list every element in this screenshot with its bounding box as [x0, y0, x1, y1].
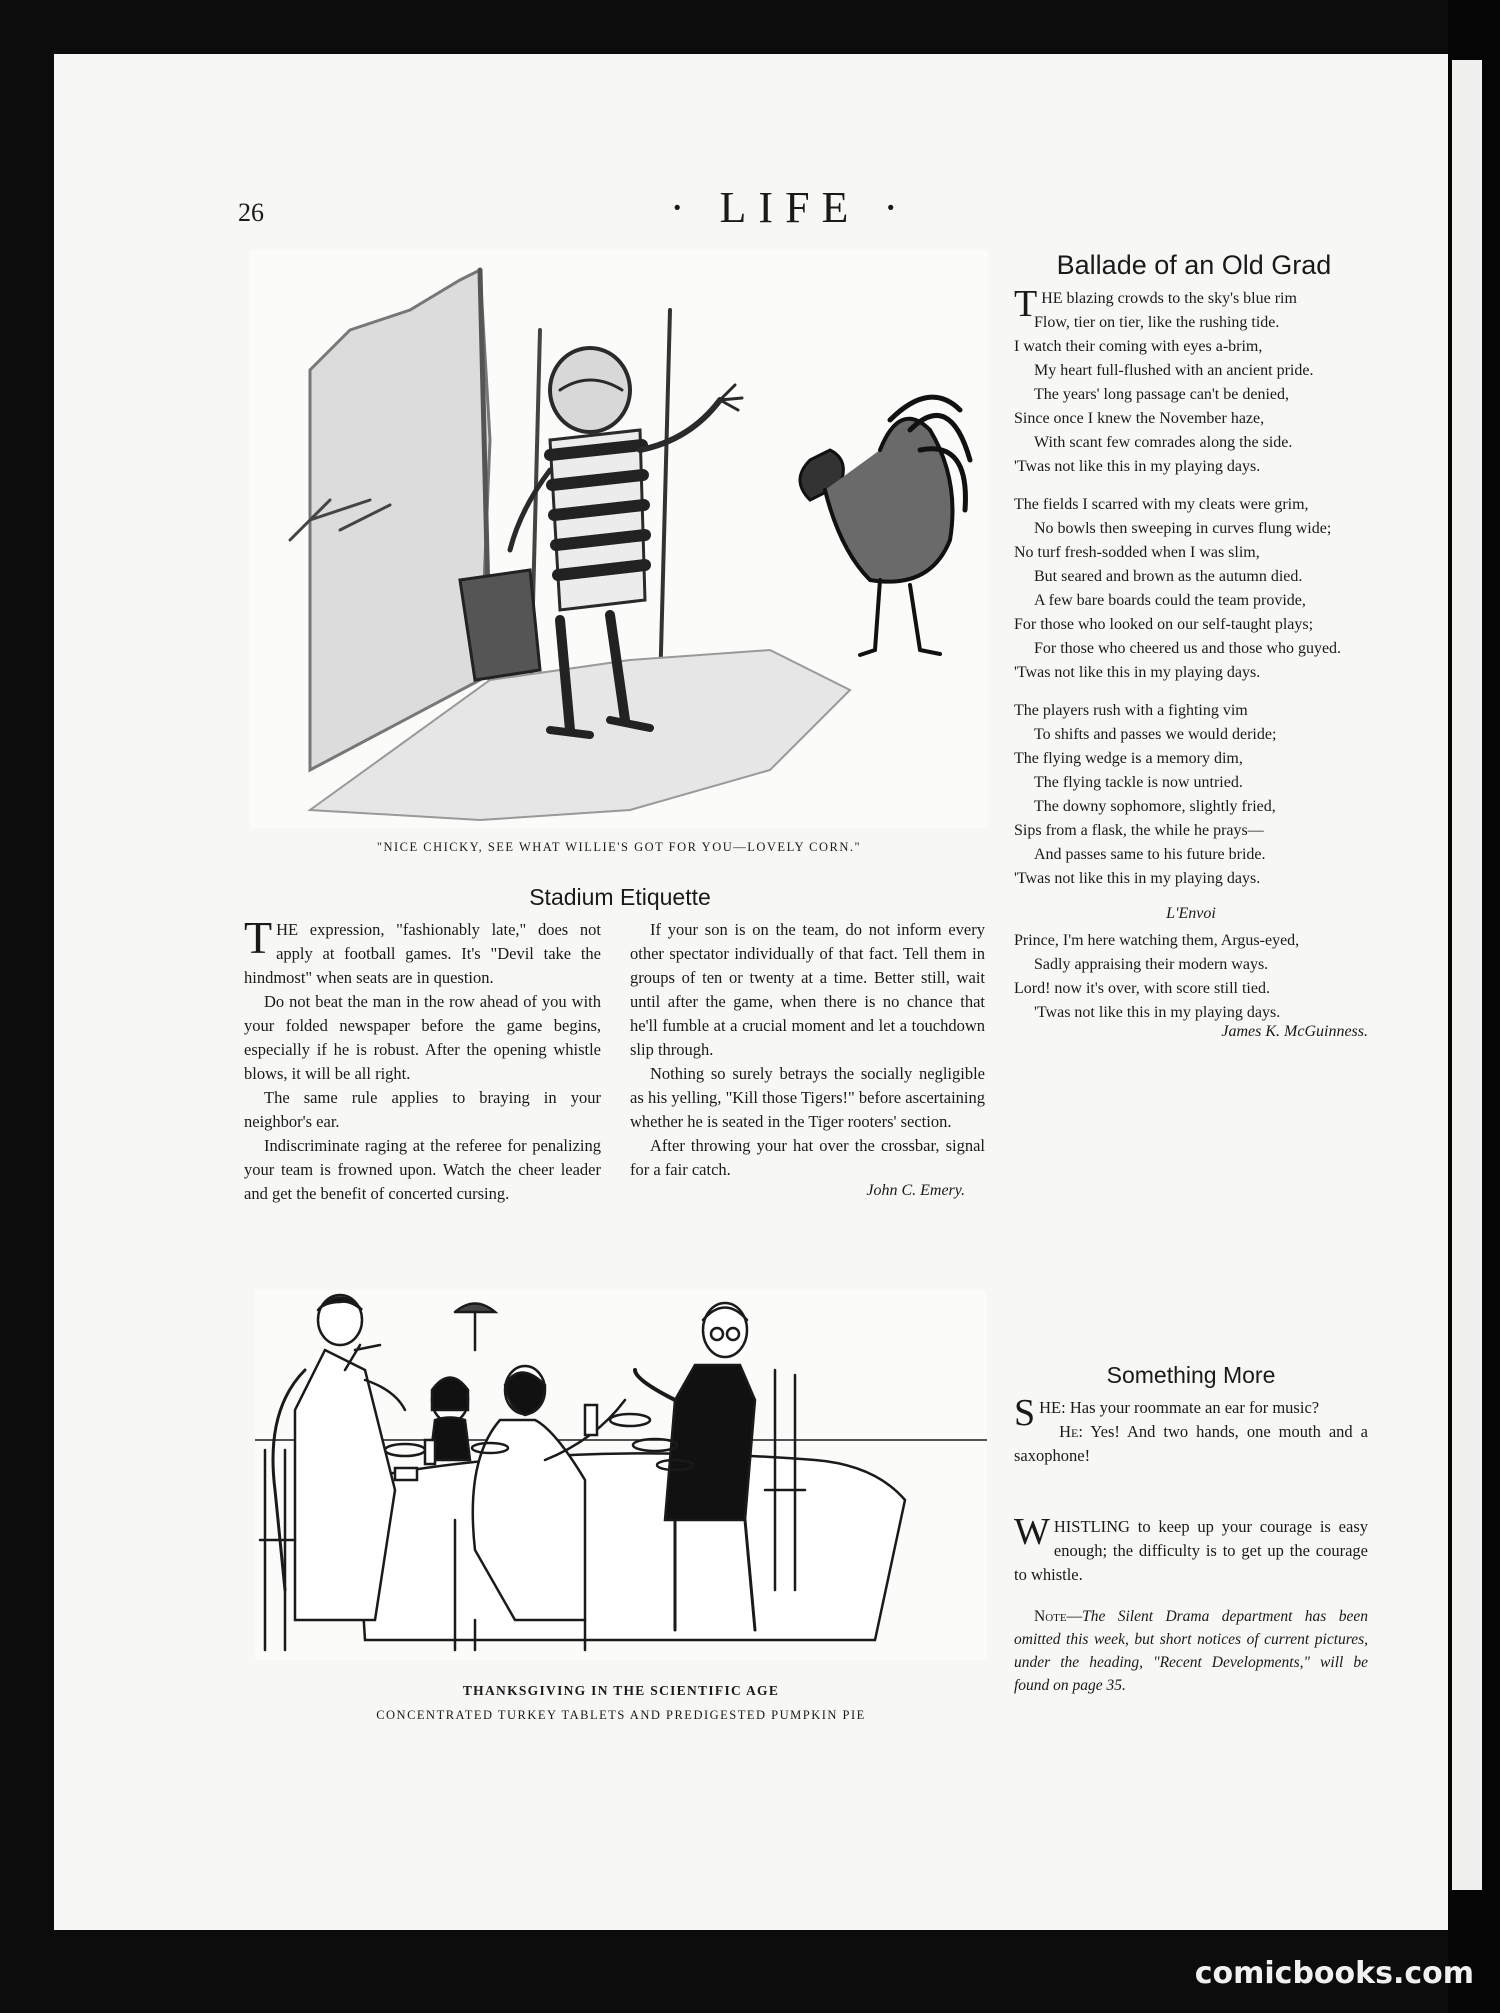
poem-line: Flow, tier on tier, like the rushing tide.	[1034, 314, 1280, 331]
poem-line: The fields I scarred with my cleats were grim,	[1014, 496, 1309, 513]
ballade-title: Ballade of an Old Grad	[1056, 250, 1332, 280]
poem-line: But seared and brown as the autumn died.	[1034, 568, 1303, 585]
whistling-text: WHISTLING to keep up your courage is easy enough; the difficulty is to get up the courage to whistle.	[1014, 1511, 1368, 1584]
something-more-text	[1014, 1392, 1368, 1468]
drop-cap: T	[244, 912, 273, 963]
ballade-stanza	[1014, 493, 1368, 685]
drop-cap: S	[1014, 1392, 1036, 1434]
thanksgiving-cartoon-illustration	[255, 1290, 987, 1660]
poem-line: My heart full-flushed with an ancient pride.	[1034, 362, 1314, 379]
poem-line: For those who looked on our self-taught plays;	[1014, 616, 1314, 633]
something-more-title: Something More	[1106, 1362, 1276, 1388]
adjacent-page-edge	[1452, 60, 1482, 1890]
note-lead: Note—	[1034, 1608, 1083, 1625]
note-body: The Silent Drama department has been omitted this week, but short notices of current pictures, under the heading, "Recent Developments," will be found on page 35.	[1014, 1608, 1368, 1694]
poem-line: For those who cheered us and those who guyed.	[1034, 640, 1342, 657]
stadium-paragraph: Nothing so surely betrays the socially negligible as his yelling, "Kill those Tigers!" before ascertaining whether he is seated in the Tiger rooters' section.	[630, 1064, 985, 1131]
stadium-paragraph: Indiscriminate raging at the referee for penalizing your team is frowned upon. Watch the cheer leader and get the benefit of concerted cursing.	[244, 1136, 601, 1203]
poem-line: Prince, I'm here watching them, Argus-eyed,	[1014, 932, 1300, 949]
site-watermark: comicbooks.com	[1194, 1956, 1474, 1991]
stadium-etiquette-column-1	[244, 912, 601, 1206]
drop-cap: W	[1014, 1511, 1050, 1553]
poem-line: With scant few comrades along the side.	[1034, 434, 1293, 451]
poem-line: The players rush with a fighting vim	[1014, 702, 1248, 719]
drop-cap: T	[1014, 283, 1038, 325]
poem-line: To shifts and passes we would deride;	[1034, 726, 1277, 743]
poem-line: I watch their coming with eyes a-brim,	[1014, 338, 1263, 355]
poem-line: The years' long passage can't be denied,	[1034, 386, 1289, 403]
ballade-author: James K. McGuinness.	[1221, 1023, 1368, 1040]
thanksgiving-cartoon-drawing	[255, 1290, 987, 1660]
stadium-author: John C. Emery.	[866, 1182, 965, 1199]
poem-line: And passes same to his future bride.	[1034, 846, 1266, 863]
stadium-paragraph: After throwing your hat over the crossbar, signal for a fair catch.	[630, 1136, 985, 1179]
poem-line: The downy sophomore, slightly fried,	[1034, 798, 1276, 815]
stadium-etiquette-column-2	[630, 918, 985, 1200]
stadium-paragraph: The same rule applies to braying in your neighbor's ear.	[244, 1088, 601, 1131]
page-number: 26	[238, 198, 264, 227]
poem-line: 'Twas not like this in my playing days.	[1034, 1004, 1281, 1021]
poem-line: The flying tackle is now untried.	[1034, 774, 1243, 791]
stadium-paragraph: If your son is on the team, do not inform every other spectator individually of that fact. Tell them in groups of ten or twenty at a time. Better still, wait until after the game, when there is no chance that he'll fumble at a crucial moment and let a touchdown slip through.	[630, 920, 985, 1059]
poem-line: 'Twas not like this in my playing days.	[1014, 870, 1261, 887]
poem-line: No bowls then sweeping in curves flung wide;	[1034, 520, 1332, 537]
he-line: He: Yes! And two hands, one mouth and a saxophone!	[1014, 1422, 1368, 1465]
poem-line: 'Twas not like this in my playing days.	[1014, 458, 1261, 475]
poem-line: No turf fresh-sodded when I was slim,	[1014, 544, 1260, 561]
poem-line: A few bare boards could the team provide,	[1034, 592, 1306, 609]
poem-line: Sadly appraising their modern ways.	[1034, 956, 1269, 973]
she-line: SHE: Has your roommate an ear for music?	[1014, 1392, 1320, 1434]
poem-line: 'Twas not like this in my playing days.	[1014, 664, 1261, 681]
poem-line: Since once I knew the November haze,	[1014, 410, 1265, 427]
cartoon-chicky-drawing	[250, 250, 988, 828]
ballade-poem	[1014, 283, 1368, 1041]
cartoon-chicky-caption: "NICE CHICKY, SEE WHAT WILLIE'S GOT FOR YOU—LOVELY CORN."	[376, 840, 862, 854]
poem-line: The flying wedge is a memory dim,	[1014, 750, 1243, 767]
thanksgiving-caption-subtitle: CONCENTRATED TURKEY TABLETS AND PREDIGESTED PUMPKIN PIE	[376, 1708, 866, 1722]
poem-line: Sips from a flask, the while he prays—	[1014, 822, 1264, 839]
envoi-stanza	[1014, 929, 1368, 1041]
stadium-paragraph: THE expression, "fashionably late," does not apply at football games. It's "Devil take the hindmost" when seats are in question.	[244, 912, 601, 987]
masthead: · LIFE ·	[669, 183, 911, 232]
ballade-stanza	[1014, 283, 1368, 479]
envoi-title: L'Envoi	[1166, 905, 1216, 922]
stadium-etiquette-title: Stadium Etiquette	[529, 884, 711, 910]
poem-line: Lord! now it's over, with score still tied.	[1014, 980, 1270, 997]
cartoon-chicky-illustration	[250, 250, 988, 828]
poem-line: THE blazing crowds to the sky's blue rim	[1014, 283, 1297, 325]
ballade-stanza	[1014, 699, 1368, 891]
editors-note	[1014, 1605, 1368, 1697]
thanksgiving-caption-title: THANKSGIVING IN THE SCIENTIFIC AGE	[462, 1683, 780, 1698]
stadium-paragraph: Do not beat the man in the row ahead of you with your folded newspaper before the game begins, especially if he is robust. After the opening whistle blows, it will be all right.	[244, 992, 601, 1083]
